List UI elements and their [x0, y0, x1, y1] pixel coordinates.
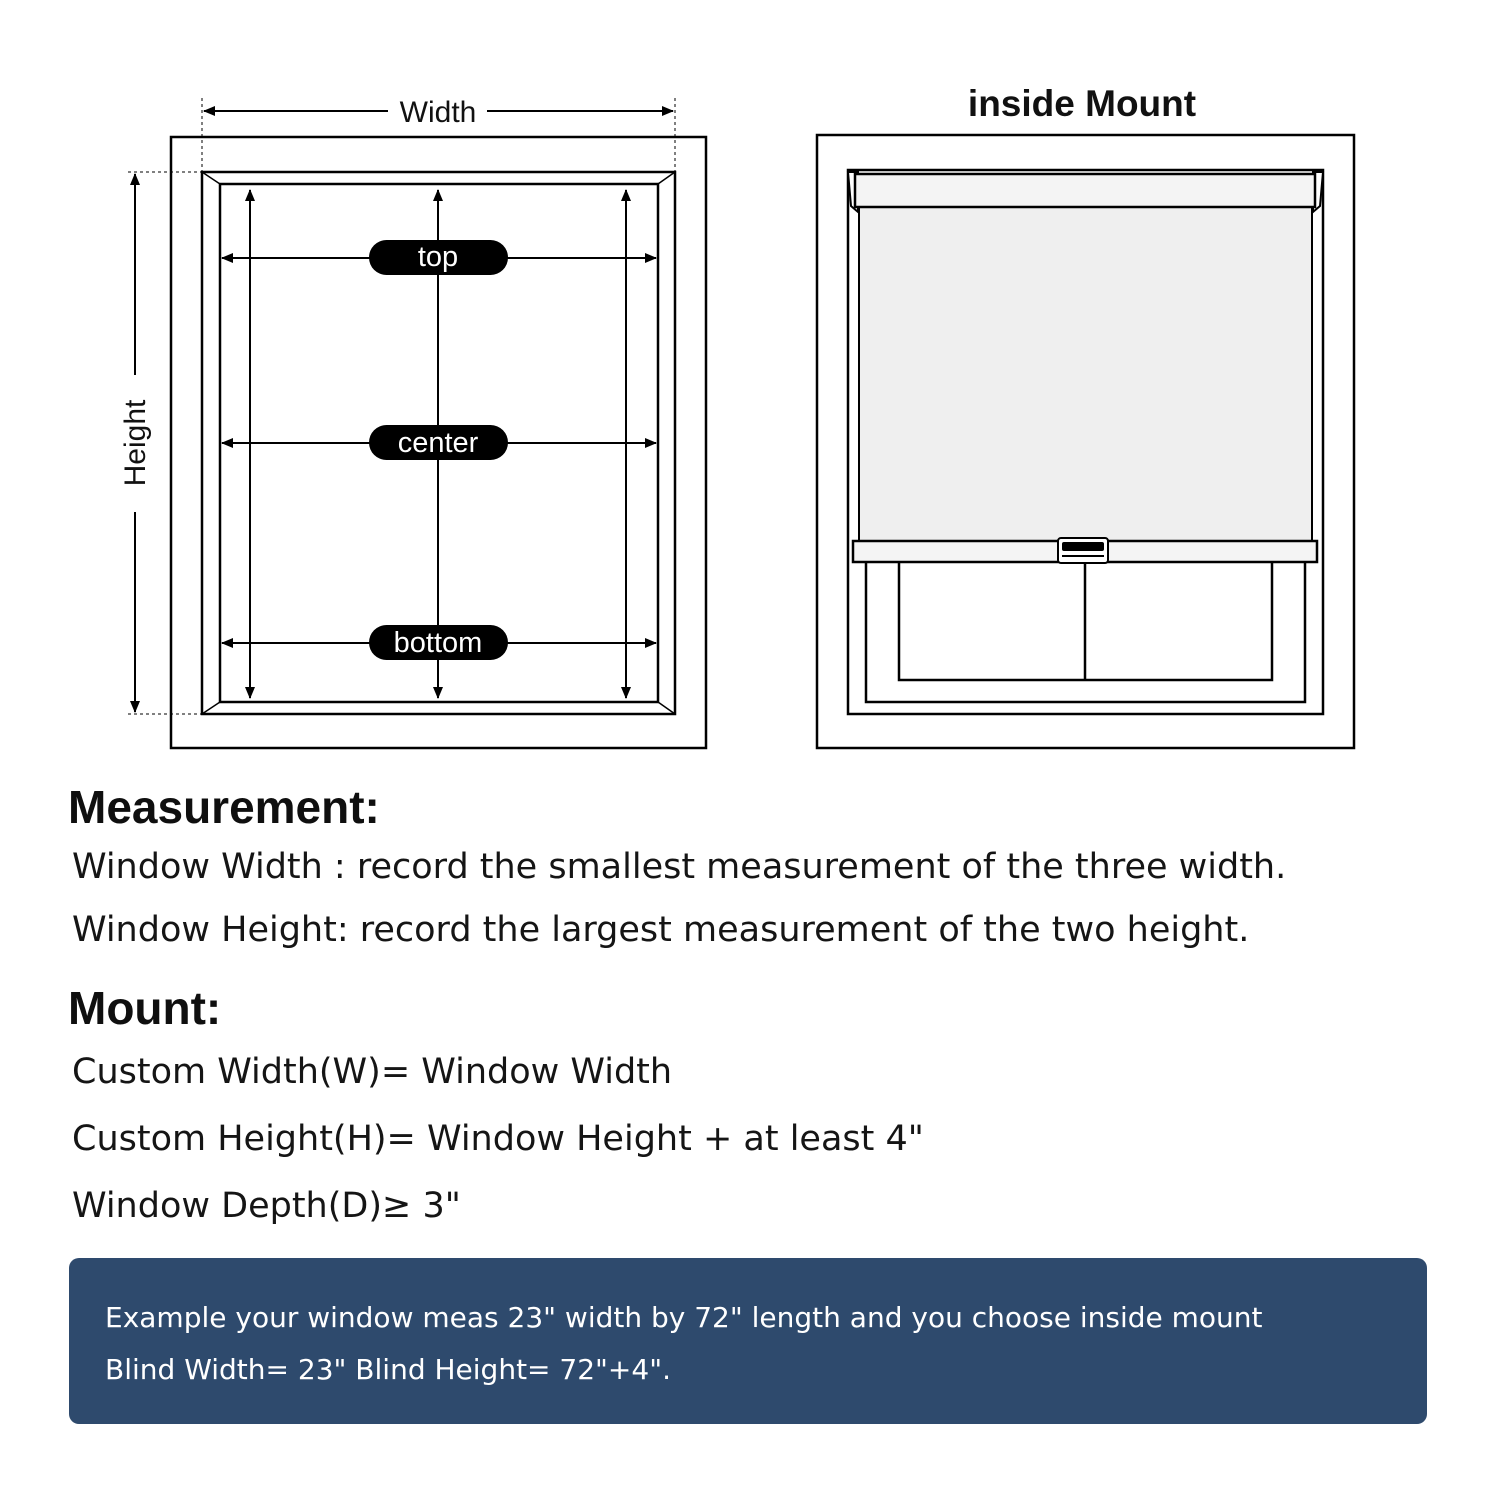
measurement-heading: Measurement: — [68, 781, 380, 833]
pull-handle — [1058, 538, 1108, 563]
mount-line-depth: Window Depth(D)≥ 3" — [72, 1186, 461, 1226]
mount-heading: Mount: — [68, 982, 222, 1034]
example-line-1: Example your window meas 23" width by 72" length and you choose inside mount — [105, 1301, 1263, 1334]
headrail-cassette — [855, 174, 1315, 207]
example-box — [69, 1258, 1427, 1424]
measurement-line-width: Window Width : record the smallest measurement of the three width. — [72, 847, 1287, 887]
width-label: Width — [399, 96, 477, 129]
shade-fabric — [859, 205, 1312, 541]
mount-line-width: Custom Width(W)= Window Width — [72, 1052, 673, 1092]
measure-diagram — [119, 96, 706, 748]
pill-center — [369, 425, 508, 460]
inside-mount-diagram — [817, 83, 1354, 748]
height-label: Height — [119, 399, 152, 487]
pill-bottom-label: bottom — [393, 627, 483, 659]
pill-center-label: center — [397, 427, 479, 459]
inside-mount-title: inside Mount — [967, 83, 1197, 124]
mount-line-height: Custom Height(H)= Window Height + at least 4" — [72, 1119, 924, 1159]
example-line-2: Blind Width= 23" Blind Height= 72"+4". — [105, 1353, 671, 1386]
pill-top — [369, 240, 508, 275]
pill-top-label: top — [417, 241, 459, 273]
measurement-line-height: Window Height: record the largest measurement of the two height. — [72, 910, 1250, 950]
pill-bottom — [369, 625, 508, 660]
